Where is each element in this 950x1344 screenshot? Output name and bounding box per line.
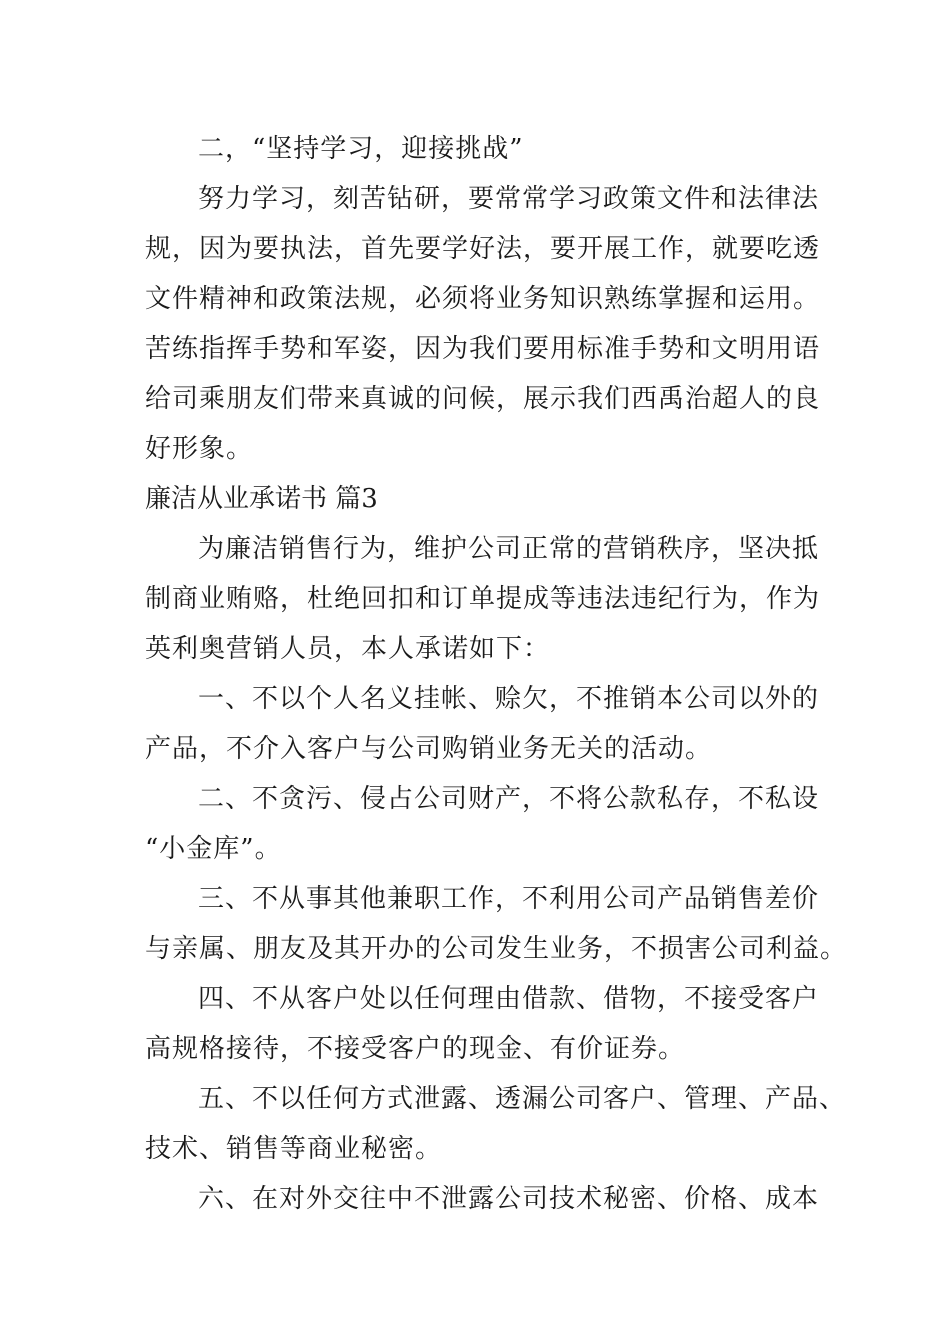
paragraph-line: 苦练指挥手势和军姿，因为我们要用标准手势和文明用语 — [145, 334, 821, 364]
commitment-item-5: 五、不以任何方式泄露、透漏公司客户、管理、产品、 — [198, 1084, 847, 1114]
document-section-title: 廉洁从业承诺书 篇3 — [145, 484, 378, 514]
commitment-item-4: 四、不从客户处以任何理由借款、借物，不接受客户 — [198, 984, 820, 1014]
paragraph-line: 为廉洁销售行为，维护公司正常的营销秩序，坚决抵 — [198, 534, 820, 564]
section-heading-persist-learning: 二，“坚持学习，迎接挑战” — [198, 134, 524, 164]
paragraph-line: 产品，不介入客户与公司购销业务无关的活动。 — [145, 734, 713, 764]
commitment-item-2: 二、不贪污、侵占公司财产，不将公款私存，不私设 — [198, 784, 820, 814]
paragraph-line: 给司乘朋友们带来真诚的问候，展示我们西禹治超人的良 — [145, 384, 821, 414]
paragraph-line: 英利奥营销人员，本人承诺如下： — [145, 634, 551, 664]
commitment-item-1: 一、不以个人名义挂帐、赊欠，不推销本公司以外的 — [198, 684, 820, 714]
paragraph-line: 高规格接待，不接受客户的现金、有价证券。 — [145, 1034, 686, 1064]
commitment-item-6: 六、在对外交往中不泄露公司技术秘密、价格、成本 — [198, 1184, 820, 1214]
paragraph-line: “小金库”。 — [145, 834, 282, 864]
paragraph-line: 规，因为要执法，首先要学好法，要开展工作，就要吃透 — [145, 234, 821, 264]
paragraph-line: 文件精神和政策法规，必须将业务知识熟练掌握和运用。 — [145, 284, 821, 314]
paragraph-line: 好形象。 — [145, 434, 254, 464]
paragraph-line: 制商业贿赂，杜绝回扣和订单提成等违法违纪行为，作为 — [145, 584, 821, 614]
paragraph-line: 与亲属、朋友及其开办的公司发生业务，不损害公司利益。 — [145, 934, 848, 964]
paragraph-line: 技术、销售等商业秘密。 — [145, 1134, 443, 1164]
paragraph-line: 努力学习，刻苦钻研，要常常学习政策文件和法律法 — [198, 184, 820, 214]
commitment-item-3: 三、不从事其他兼职工作，不利用公司产品销售差价 — [198, 884, 820, 914]
